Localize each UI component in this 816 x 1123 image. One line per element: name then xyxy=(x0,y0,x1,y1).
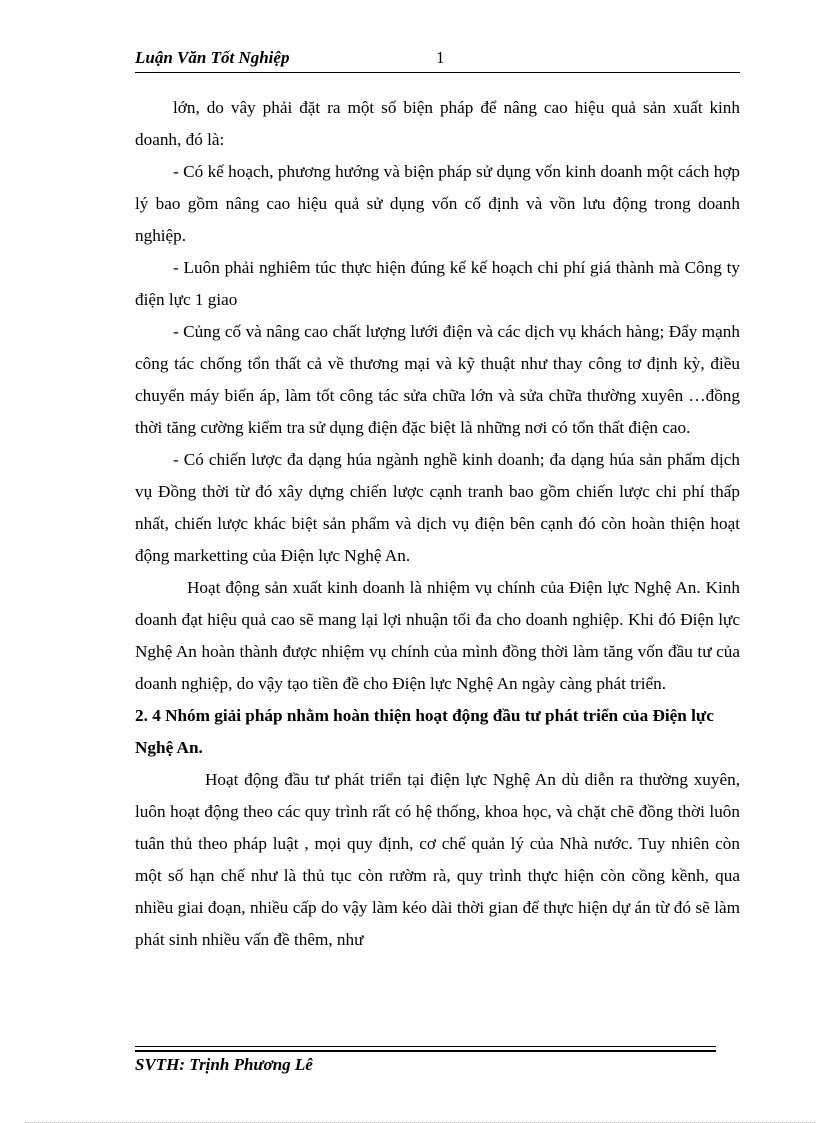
paragraph: Hoạt động sản xuất kinh doanh là nhiệm vụ chính của Điện lực Nghệ An. Kinh doanh đạt hiệu quả cao sẽ mang lại lợi nhuận tối đa cho doanh nghiệp. Khi đó Điện lực Nghệ An hoàn thành được nhiệm vụ chính của mình đồng thời làm tăng vốn đầu tư của doanh nghiệp, do vậy tạo tiền đề cho Điện lực Nghệ An ngày càng phát triển. xyxy=(135,578,740,693)
document-body xyxy=(135,92,740,956)
paragraph: Hoạt động đầu tư phát triển tại điện lực Nghệ An dù diễn ra thường xuyên, luôn hoạt động theo các quy trình rất có hệ thống, khoa học, và chặt chẽ đồng thời luôn tuân thủ theo pháp luật , mọi quy định, cơ chế quản lý của Nhà nước. Tuy nhiên còn một số hạn chế như là thủ tục còn rườm rà, quy trình thực hiện còn cồng kềnh, qua nhiều giai đoạn, nhiều cấp do vậy làm kéo dài thời gian để thực hiện dự án từ đó sẽ làm phát sinh nhiều vấn đề thêm, như xyxy=(135,770,740,949)
paragraph: lớn, do vây phải đặt ra một số biện pháp để nâng cao hiệu quả sản xuất kinh doanh, đó là: xyxy=(135,98,740,149)
footer-author: SVTH: Trịnh Phương Lê xyxy=(135,1055,313,1074)
section-heading: 2. 4 Nhóm giải pháp nhằm hoàn thiện hoạt động đầu tư phát triển của Điện lực Nghệ An. xyxy=(135,706,714,757)
paragraph-bullet: - Có chiến lược đa dạng húa ngành nghề kinh doanh; đa dạng húa sản phẩm dịch vụ Đồng thời từ đó xây dựng chiến lược cạnh tranh bao gồm chiến lược chi phí thấp nhất, chiến lược khác biệt sản phẩm và dịch vụ điện bên cạnh đó còn hoàn thiện hoạt động marketting của Điện lực Nghệ An. xyxy=(135,450,740,565)
paragraph-bullet: - Có kế hoạch, phương hướng và biện pháp sử dụng vốn kinh doanh một cách hợp lý bao gồm nâng cao hiệu quả sử dụng vốn cố định và vồn lưu động trong doanh nghiệp. xyxy=(135,162,740,245)
paragraph-bullet: - Luôn phải nghiêm túc thực hiện đúng kế kế hoạch chi phí giá thành mà Công ty điện lực 1 giao xyxy=(135,258,740,309)
footer-rule xyxy=(135,1046,716,1047)
page-header xyxy=(135,48,740,72)
header-title: Luận Văn Tốt Nghiệp xyxy=(135,48,290,67)
header-rule xyxy=(135,72,740,73)
paragraph-bullet: - Củng cố và nâng cao chất lượng lưới điện và các dịch vụ khách hàng; Đẩy mạnh công tác chống tổn thất cả về thương mại và kỹ thuật như thay công tơ định kỳ, điều chuyển máy biến áp, làm tốt công tác sửa chữa lớn và sửa chữa thường xuyên …đồng thời tăng cường kiểm tra sử dụng điện đặc biệt là những nơi có tổn thất điện cao. xyxy=(135,322,740,437)
footer-rule xyxy=(135,1050,716,1052)
page-number: 1 xyxy=(436,48,445,67)
